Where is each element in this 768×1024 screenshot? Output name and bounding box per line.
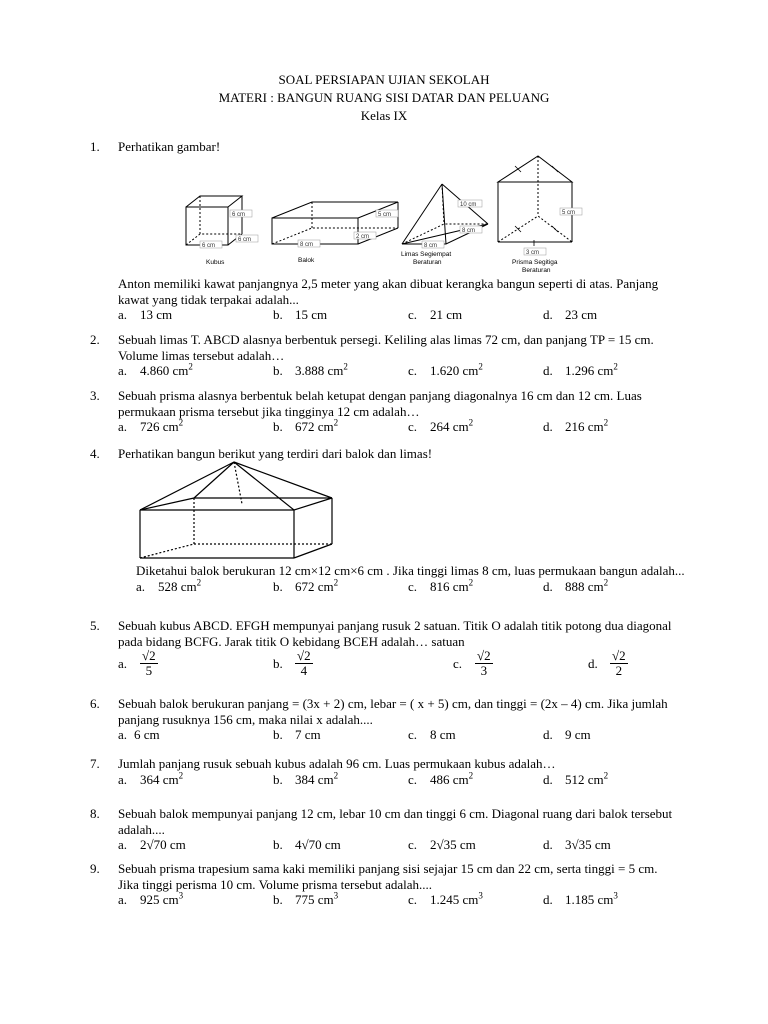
- option-d[interactable]: d. 888 $cm^2$: [543, 577, 609, 594]
- cuboid-label-2: 2 cm: [356, 234, 370, 240]
- question-text: Jumlah panjang rusuk sebuah kubus adalah 96 cm. Luas permukaan kubus adalah…: [118, 756, 556, 771]
- option-a[interactable]: a. 6 cm: [118, 727, 160, 742]
- option-d[interactable]: d. 9 cm: [543, 727, 591, 742]
- option-c[interactable]: c. 486 $cm^2$: [408, 770, 474, 787]
- figure-cuboid-pyramid: [136, 460, 336, 560]
- document-header: [0, 71, 768, 125]
- answer-options: [136, 579, 688, 595]
- figure-solids: [180, 152, 590, 280]
- option-d[interactable]: d. $\frac{√2}{2}$: [588, 648, 626, 678]
- option-b[interactable]: b. 15 cm: [273, 307, 328, 322]
- cube-label-1: 6 cm: [232, 212, 246, 218]
- question-text: Sebuah kubus ABCD. EFGH mempunyai panjang rusuk 2 satuan. Titik O adalah titik potong dua diagonal pada bidang BCFG. Jarak titik O kebidang BCEH adalah… satuan: [118, 618, 672, 649]
- option-c[interactable]: c. 2√35 cm: [408, 837, 476, 852]
- option-d[interactable]: d. 1.185 $cm^3$: [543, 890, 618, 907]
- cube-figure: [186, 196, 242, 245]
- question-4-body: [108, 563, 688, 595]
- pyramid-label-2: 8 cm: [462, 228, 476, 234]
- pyramid-figure: [402, 184, 488, 244]
- answer-options: [118, 363, 680, 379]
- question-4: 4. Perhatikan bangun berikut yang terdiri dari balok dan limas!: [90, 446, 680, 462]
- question-7: 7. Jumlah panjang rusuk sebuah kubus adalah 96 cm. Luas permukaan kubus adalah… a. 364 $cm^2$ b. 384 $cm^2$ c. 486 $cm^2$ d. 512 $cm^2$: [90, 756, 680, 788]
- answer-options: [118, 649, 680, 683]
- prism-caption-1: Prisma Segitiga: [512, 259, 558, 266]
- question-5: 5. Sebuah kubus ABCD. EFGH mempunyai panjang rusuk 2 satuan. Titik O adalah titik potong dua diagonal pada bidang BCFG. Jarak titik O kebidang BCEH adalah… satuan a. $\frac{√2}{5}$ b. $\frac{√2}{4}$ c. $\frac{√2}{3}$ d. $\frac{√2}{2}$: [90, 618, 680, 683]
- option-a[interactable]: a. 364 $cm^2$: [118, 770, 184, 787]
- cuboid-figure: [272, 202, 398, 244]
- option-a[interactable]: a. 528 $cm^2$: [136, 577, 202, 594]
- question-text-continued: Diketahui balok berukuran 12 cm×12 cm×6 cm . Jika tinggi limas 8 cm, luas permukaan bangun adalah...: [136, 563, 685, 578]
- option-b[interactable]: b. 775 $cm^3$: [273, 890, 339, 907]
- option-c[interactable]: c. 1.620 $cm^2$: [408, 361, 483, 378]
- option-a[interactable]: a. 13 cm: [118, 307, 173, 322]
- option-c[interactable]: c. 816 $cm^2$: [408, 577, 474, 594]
- option-d[interactable]: d. 23 cm: [543, 307, 598, 322]
- cube-label-3: 6 cm: [202, 243, 216, 249]
- option-c[interactable]: c. 1.245 $cm^3$: [408, 890, 483, 907]
- option-b[interactable]: b. 3.888 $cm^2$: [273, 361, 348, 378]
- option-a[interactable]: a. 726 $cm^2$: [118, 417, 184, 434]
- cuboid-caption: Balok: [298, 257, 315, 264]
- title-line-2: MATERI : BANGUN RUANG SISI DATAR DAN PELUANG: [218, 90, 550, 105]
- cube-caption: Kubus: [206, 259, 225, 266]
- prism-caption-2: Beraturan: [522, 267, 551, 274]
- option-a[interactable]: a. 4.860 $cm^2$: [118, 361, 193, 378]
- option-b[interactable]: b. 7 cm: [273, 727, 321, 742]
- answer-options: [118, 307, 680, 323]
- question-9: 9. Sebuah prisma trapesium sama kaki memiliki panjang sisi sejajar 15 cm dan 22 cm, serta tinggi = 5 cm. Jika tinggi perisma 10 cm. Volume prisma tersebut adalah.... a. 925 $cm^3$ b. 775 $cm^3$ c. 1.245 $cm^3$ d. 1.185 $cm^3$: [90, 861, 680, 908]
- question-2: 2. Sebuah limas T. ABCD alasnya berbentuk persegi. Keliling alas limas 72 cm, dan panjang TP = 15 cm. Volume limas tersebut adalah… a. 4.860 $cm^2$ b. 3.888 $cm^2$ c. 1.620 $cm^2$ d. 1.296 $cm^2$: [90, 332, 680, 379]
- option-b[interactable]: b. 384 $cm^2$: [273, 770, 339, 787]
- option-a[interactable]: a. $\frac{√2}{5}$: [118, 648, 156, 678]
- question-text: Sebuah prisma alasnya berbentuk belah ketupat dengan panjang diagonalnya 16 cm dan 12 cm. Luas permukaan prisma tersebut jika tingginya 12 cm adalah…: [118, 388, 642, 419]
- option-b[interactable]: b. 672 $cm^2$: [273, 417, 339, 434]
- pyramid-caption-2: Beraturan: [413, 259, 442, 266]
- prism-label-2: 3 cm: [526, 250, 540, 256]
- answer-options: [118, 419, 680, 435]
- cube-label-2: 6 cm: [238, 237, 252, 243]
- option-b[interactable]: b. 4√70 cm: [273, 837, 341, 852]
- pyramid-label-3: 8 cm: [424, 243, 438, 249]
- option-c[interactable]: c. 264 $cm^2$: [408, 417, 474, 434]
- question-text: Perhatikan gambar!: [118, 139, 221, 154]
- question-number: 1.: [90, 139, 100, 154]
- question-text: Sebuah balok mempunyai panjang 12 cm, lebar 10 cm dan tinggi 6 cm. Diagonal ruang dari balok tersebut adalah....: [118, 806, 673, 837]
- pyramid-caption-1: Limas Segiempat: [401, 251, 452, 258]
- answer-options: [118, 727, 680, 743]
- prism-figure: [498, 156, 572, 246]
- pyramid-label-1: 10 cm: [460, 202, 477, 208]
- prism-label-1: 5 cm: [562, 210, 576, 216]
- option-d[interactable]: d. 216 $cm^2$: [543, 417, 609, 434]
- option-b[interactable]: b. 672 $cm^2$: [273, 577, 339, 594]
- question-text: Perhatikan bangun berikut yang terdiri dari balok dan limas!: [118, 446, 433, 461]
- option-d[interactable]: d. 512 $cm^2$: [543, 770, 609, 787]
- title-line-1: SOAL PERSIAPAN UJIAN SEKOLAH: [278, 72, 490, 87]
- option-b[interactable]: b. $\frac{√2}{4}$: [273, 648, 311, 678]
- question-text-continued: Anton memiliki kawat panjangnya 2,5 meter yang akan dibuat kerangka bangun seperti di atas. Panjang kawat yang tidak terpakai adalah...: [118, 276, 659, 307]
- answer-options: [118, 772, 680, 788]
- question-1-body: [90, 276, 680, 323]
- title-line-3: Kelas IX: [360, 108, 408, 123]
- option-a[interactable]: a. 925 $cm^3$: [118, 890, 184, 907]
- option-d[interactable]: d. 1.296 $cm^2$: [543, 361, 618, 378]
- question-text: Sebuah prisma trapesium sama kaki memiliki panjang sisi sejajar 15 cm dan 22 cm, serta tinggi = 5 cm. Jika tinggi perisma 10 cm. Volume prisma tersebut adalah....: [118, 861, 658, 892]
- option-d[interactable]: d. 3√35 cm: [543, 837, 611, 852]
- option-a[interactable]: a. 2√70 cm: [118, 837, 186, 852]
- question-8: 8. Sebuah balok mempunyai panjang 12 cm, lebar 10 cm dan tinggi 6 cm. Diagonal ruang dari balok tersebut adalah.... a. 2√70 cm b. 4√70 cm c. 2√35 cm d. 3√35 cm: [90, 806, 680, 853]
- answer-options: [118, 837, 680, 853]
- answer-options: [118, 892, 680, 908]
- question-text: Sebuah balok berukuran panjang = (3x + 2) cm, lebar = ( x + 5) cm, dan tinggi = (2x – 4) cm. Jika jumlah panjang rusuknya 156 cm, maka nilai x adalah....: [118, 696, 668, 727]
- option-c[interactable]: c. 21 cm: [408, 307, 463, 322]
- option-c[interactable]: c. $\frac{√2}{3}$: [453, 648, 491, 678]
- question-text: Sebuah limas T. ABCD alasnya berbentuk persegi. Keliling alas limas 72 cm, dan panjang TP = 15 cm. Volume limas tersebut adalah…: [118, 332, 654, 363]
- option-c[interactable]: c. 8 cm: [408, 727, 456, 742]
- cuboid-label-1: 5 cm: [378, 212, 392, 218]
- question-6: 6. Sebuah balok berukuran panjang = (3x + 2) cm, lebar = ( x + 5) cm, dan tinggi = (2x – 4) cm. Jika jumlah panjang rusuknya 156 cm, maka nilai x adalah.... a. 6 cm b. 7 cm c. 8 cm d. 9 cm: [90, 696, 680, 743]
- question-3: 3. Sebuah prisma alasnya berbentuk belah ketupat dengan panjang diagonalnya 16 cm dan 12 cm. Luas permukaan prisma tersebut jika tingginya 12 cm adalah… a. 726 $cm^2$ b. 672 $cm^2$ c. 264 $cm^2$ d. 216 $cm^2$: [90, 388, 680, 435]
- cuboid-label-3: 8 cm: [300, 242, 314, 248]
